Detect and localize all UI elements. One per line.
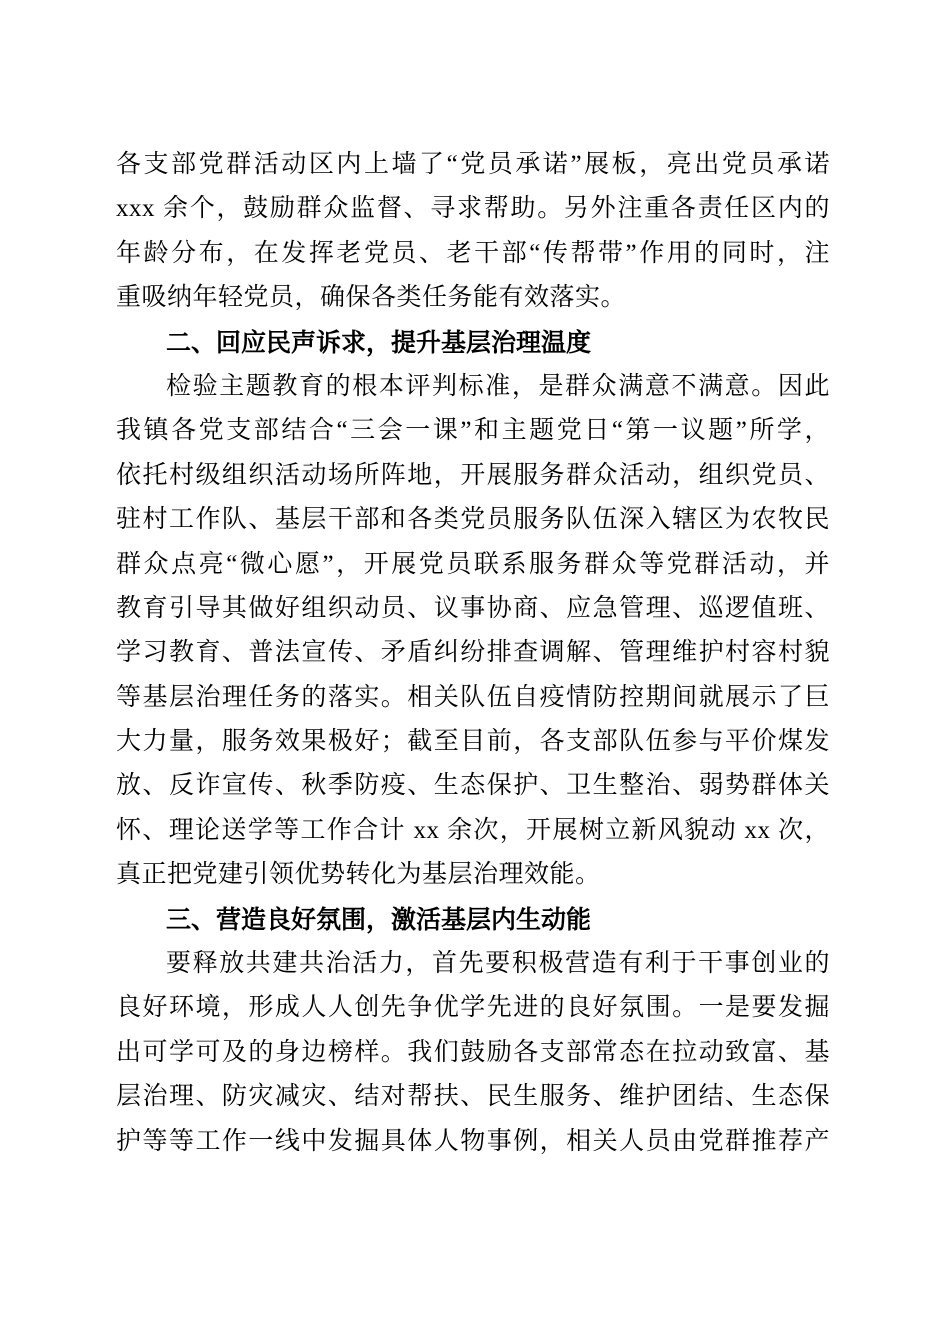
paragraph [116,143,830,321]
text-line: xxx 余个，鼓励群众监督、寻求帮助。另外注重各责任区内的 [116,195,830,223]
paragraph [116,942,830,1164]
text-line: 群众点亮“微心愿”，开展党员联系服务群众等党群活动，并 [116,550,830,578]
text-line: 重吸纳年轻党员，确保各类任务能有效落实。 [116,284,627,312]
section-heading [116,321,830,365]
text-line: 学习教育、普法宣传、矛盾纠纷排查调解、管理维护村容村貌 [116,639,830,667]
text-line: 大力量，服务效果极好；截至目前，各支部队伍参与平价煤发 [116,728,830,756]
text-line: 怀、理论送学等工作合计 xx 余次，开展树立新风貌动 xx 次， [116,816,830,844]
text-line: 教育引导其做好组织动员、议事协商、应急管理、巡逻值班、 [116,594,830,622]
text-line: 良好环境，形成人人创先争优学先进的良好氛围。一是要发掘 [116,994,830,1022]
text-line: 驻村工作队、基层干部和各类党员服务队伍深入辖区为农牧民 [116,506,830,534]
paragraph [116,365,830,898]
text-line: 我镇各党支部结合“三会一课”和主题党日“第一议题”所学， [116,417,830,445]
text-line: 放、反诈宣传、秋季防疫、生态保护、卫生整治、弱势群体关 [116,772,830,800]
text-line: 依托村级组织活动场所阵地，开展服务群众活动，组织党员、 [116,461,830,489]
text-line: 真正把党建引领优势转化为基层治理效能。 [116,861,601,889]
text-line: 要释放共建共治活力，首先要积极营造有利于干事创业的 [166,950,830,978]
text-line: 等基层治理任务的落实。相关队伍自疫情防控期间就展示了巨 [116,683,830,711]
text-line: 年龄分布，在发挥老党员、老干部“传帮带”作用的同时，注 [116,239,830,267]
text-line: 检验主题教育的根本评判标准，是群众满意不满意。因此 [166,372,830,400]
text-line: 二、回应民声诉求，提升基层治理温度 [166,328,592,357]
text-line: 出可学可及的身边榜样。我们鼓励各支部常态在拉动致富、基 [116,1038,830,1066]
text-line: 三、营造良好氛围，激活基层内生动能 [166,905,592,934]
text-line: 护等等工作一线中发掘具体人物事例，相关人员由党群推荐产 [116,1127,830,1155]
text-line: 层治理、防灾减灾、结对帮扶、民生服务、维护团结、生态保 [116,1083,830,1111]
text-line: 各支部党群活动区内上墙了“党员承诺”展板，亮出党员承诺 [116,151,830,178]
section-heading [116,898,830,942]
